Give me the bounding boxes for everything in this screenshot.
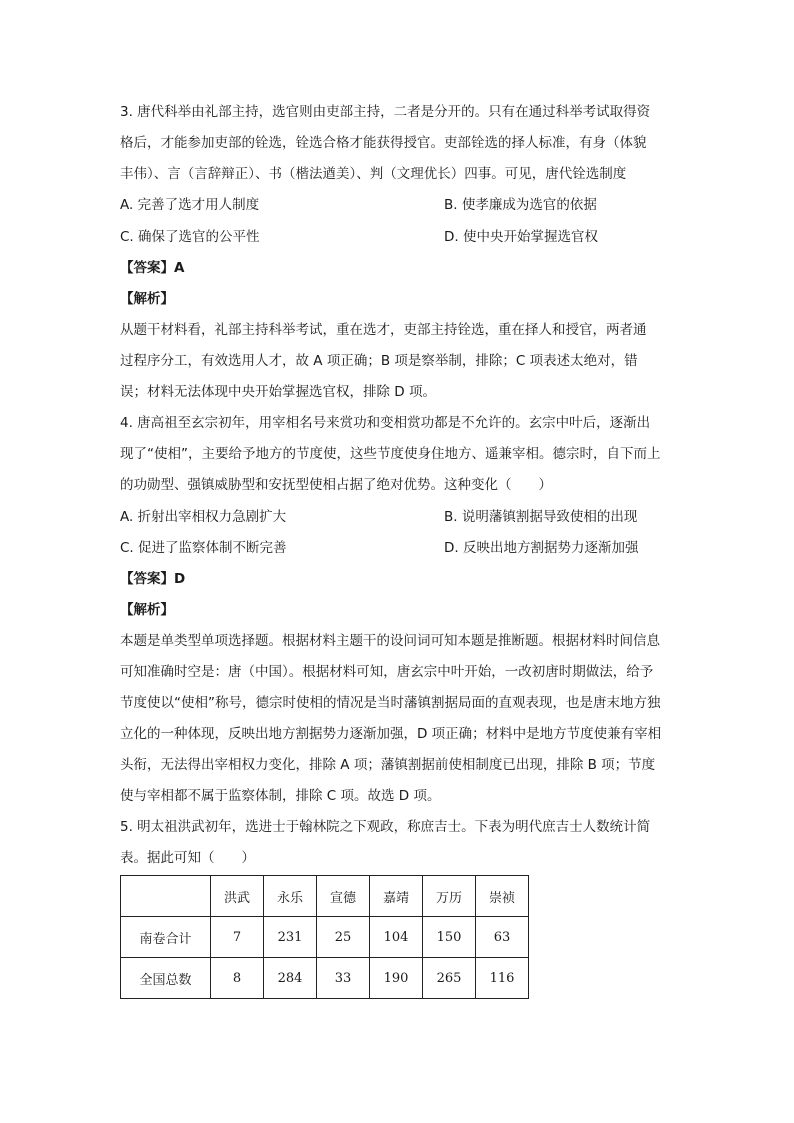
table-cell: 265 [423, 958, 476, 999]
table-header-cell: 嘉靖 [370, 876, 423, 917]
q4-answer: 【答案】D [120, 571, 186, 587]
q3-analysis-line-1: 从题干材料看，礼部主持科举考试，重在选才，吏部主持铨选，重在择人和授官，两者通 [120, 322, 647, 338]
q4-analysis-label: 【解析】 [120, 602, 174, 618]
q4-stem-line-3: 的功勋型、强镇威胁型和安抚型使相占据了绝对优势。这种变化（ ） [120, 477, 552, 493]
table-header-cell: 洪武 [211, 876, 264, 917]
q3-stem-line-3: 丰伟）、言（言辞辩正）、书（楷法遒美）、判（文理优长）四事。可见，唐代铨选制度 [120, 166, 627, 182]
table-cell: 150 [423, 917, 476, 958]
table-header-cell [121, 876, 211, 917]
q3-stem-line-1: 3. 唐代科举由礼部主持，选官则由吏部主持，二者是分开的。只有在通过科举考试取得资 [120, 104, 651, 120]
table-cell: 190 [370, 958, 423, 999]
q3-answer: 【答案】A [120, 260, 185, 276]
table-cell: 284 [264, 958, 317, 999]
q3-analysis-line-2: 过程序分工，有效选用人才，故 A 项正确；B 项是察举制，排除；C 项表述太绝对，错 [120, 353, 638, 369]
q3-stem-line-2: 格后，才能参加吏部的铨选，铨选合格才能获得授官。吏部铨选的择人标准，有身（体貌 [120, 135, 647, 151]
table-header-cell: 崇祯 [476, 876, 529, 917]
q5-statistics-table [120, 875, 529, 999]
q4-stem-line-2: 现了“使相”，主要给予地方的节度使，这些节度使身住地方、遥兼宰相。德宗时，自下而上 [120, 446, 661, 462]
table-header-cell: 万历 [423, 876, 476, 917]
q3-option-b: B. 使孝廉成为选官的依据 [444, 197, 597, 213]
table-cell: 63 [476, 917, 529, 958]
table-row-label: 全国总数 [121, 958, 211, 999]
q3-option-a: A. 完善了选才用人制度 [120, 197, 260, 213]
q3-option-d: D. 使中央开始掌握选官权 [444, 229, 598, 245]
q4-analysis-line-5: 头衔，无法得出宰相权力变化，排除 A 项；藩镇割据前使相制度已出现，排除 B 项；节度 [120, 757, 656, 773]
q4-analysis-line-6: 使与宰相都不属于监察体制，排除 C 项。故选 D 项。 [120, 788, 441, 804]
table-row [121, 958, 529, 999]
table-cell: 7 [211, 917, 264, 958]
q4-option-b: B. 说明藩镇割据导致使相的出现 [444, 509, 638, 525]
q5-stem-line-1: 5. 明太祖洪武初年，选进士于翰林院之下观政，称庶吉士。下表为明代庶吉士人数统计简 [120, 819, 651, 835]
q3-analysis-line-3: 误；材料无法体现中央开始掌握选官权，排除 D 项。 [120, 384, 436, 400]
q4-stem-line-1: 4. 唐高祖至玄宗初年，用宰相名号来赏功和变相赏功都是不允许的。玄宗中叶后，逐渐出 [120, 415, 651, 431]
table-row-label: 南卷合计 [121, 917, 211, 958]
q3-option-c: C. 确保了选官的公平性 [120, 229, 260, 245]
table-cell: 8 [211, 958, 264, 999]
table-header-row [121, 876, 529, 917]
table-cell: 25 [317, 917, 370, 958]
q4-option-c: C. 促进了监察体制不断完善 [120, 540, 287, 556]
q3-analysis-label: 【解析】 [120, 291, 174, 307]
q4-analysis-line-2: 可知准确时空是：唐（中国）。根据材料可知，唐玄宗中叶开始，一改初唐时期做法，给予 [120, 664, 654, 680]
table-header-cell: 永乐 [264, 876, 317, 917]
q5-stem-line-2: 表。据此可知（ ） [120, 850, 255, 866]
table-row [121, 917, 529, 958]
table-cell: 104 [370, 917, 423, 958]
q4-option-a: A. 折射出宰相权力急剧扩大 [120, 509, 287, 525]
q4-analysis-line-3: 节度使以“使相”称号，德宗时使相的情况是当时藩镇割据局面的直观表现，也是唐末地方独 [120, 695, 661, 711]
table-header-cell: 宣德 [317, 876, 370, 917]
q4-analysis-line-4: 立化的一种体现，反映出地方割据势力逐渐加强，D 项正确；材料中是地方节度使兼有宰相 [120, 726, 662, 742]
table-cell: 116 [476, 958, 529, 999]
q4-option-d: D. 反映出地方割据势力逐渐加强 [444, 540, 639, 556]
table-cell: 231 [264, 917, 317, 958]
table-cell: 33 [317, 958, 370, 999]
q4-analysis-line-1: 本题是单类型单项选择题。根据材料主题干的设问词可知本题是推断题。根据材料时间信息 [120, 633, 660, 649]
